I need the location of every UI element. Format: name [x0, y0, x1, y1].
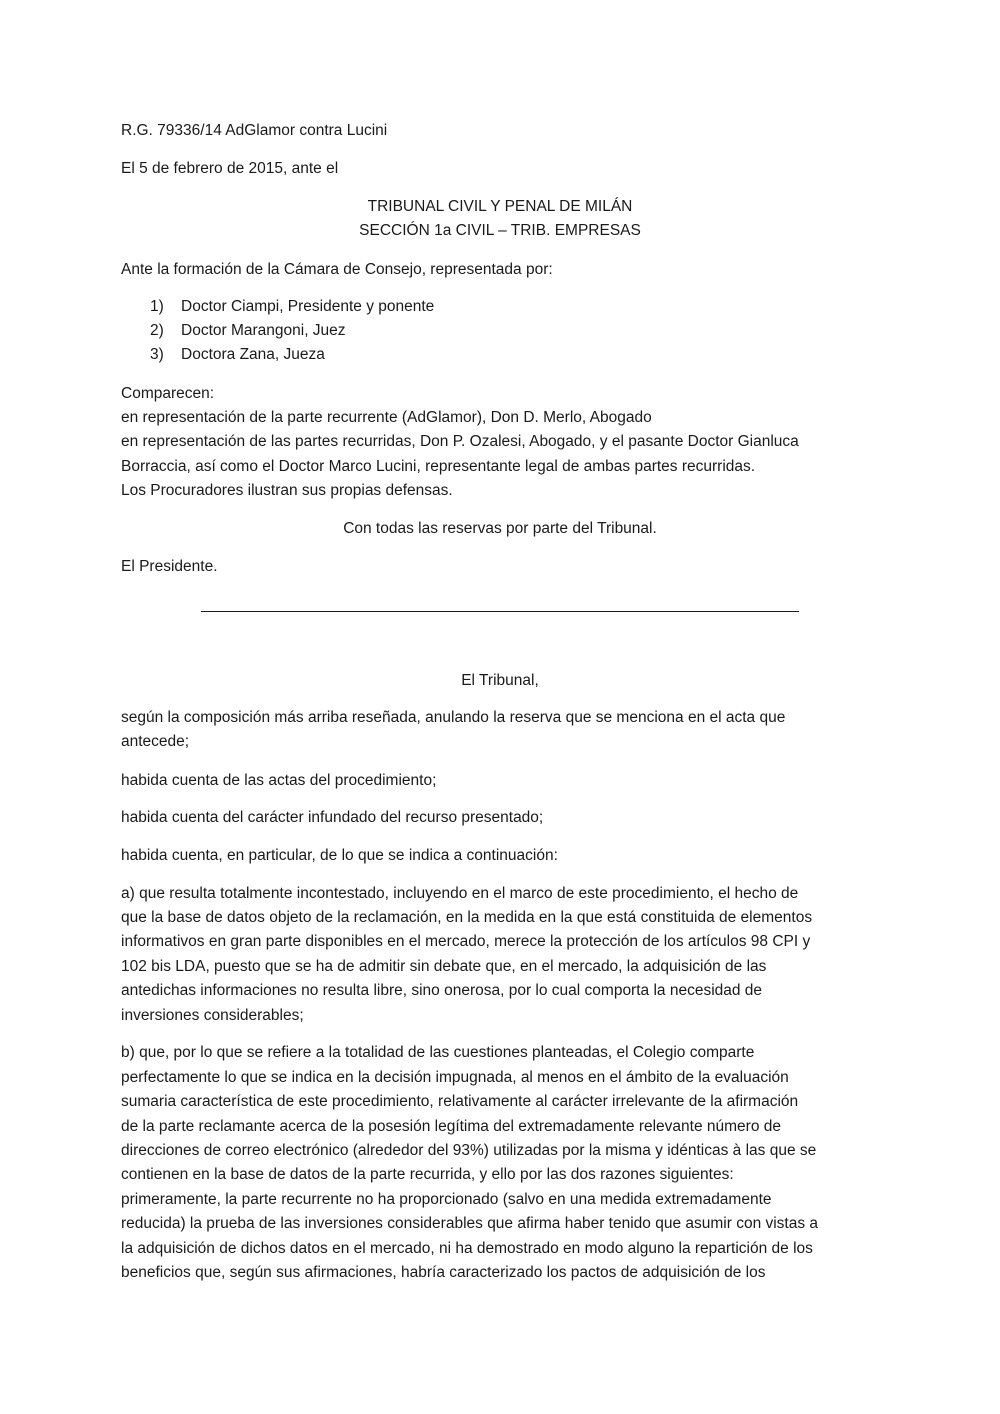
body-line: b) que, por lo que se refiere a la totalidad de las cuestiones planteadas, el Colegio comparte [121, 1044, 755, 1061]
body-line: beneficios que, según sus afirmaciones, habría caracterizado los pactos de adquisición de los [121, 1264, 766, 1281]
list-item: Doctora Zana, Jueza [181, 346, 325, 363]
body-line: primeramente, la parte recurrente no ha proporcionado (salvo en una medida extremadamente [121, 1191, 772, 1208]
chamber-intro: Ante la formación de la Cámara de Consejo, representada por: [121, 261, 553, 278]
court-section: SECCIÓN 1a CIVIL – TRIB. EMPRESAS [359, 222, 641, 239]
reserve-line: Con todas las reservas por parte del Tribunal. [343, 520, 657, 537]
court-name: TRIBUNAL CIVIL Y PENAL DE MILÁN [367, 198, 633, 215]
separator-line [201, 611, 799, 612]
date-line: El 5 de febrero de 2015, ante el [121, 160, 339, 177]
body-line: antedichas informaciones no resulta libre, sino onerosa, por lo cual comporta la necesidad de [121, 982, 763, 999]
appearance-line: Borraccia, así como el Doctor Marco Lucini, representante legal de ambas partes recurridas. [121, 458, 756, 475]
body-line: que la base de datos objeto de la reclamación, en la medida en la que está constituida de elementos [121, 909, 813, 926]
appearance-line: en representación de la parte recurrente (AdGlamor), Don D. Merlo, Abogado [121, 409, 652, 426]
body-line: de la parte reclamante acerca de la posesión legítima del extremadamente relevante número de [121, 1118, 781, 1135]
body-line: según la composición más arriba reseñada, anulando la reserva que se menciona en el acta que [121, 709, 786, 726]
body-line: direcciones de correo electrónico (alrededor del 93%) utilizadas por la misma y idénticas à las que se [121, 1142, 817, 1159]
body-line: habida cuenta del carácter infundado del recurso presentado; [121, 809, 544, 826]
list-item-number: 1) [150, 298, 164, 315]
body-line: la adquisición de dichos datos en el mercado, ni ha demostrado en modo alguno la repartición de los [121, 1240, 813, 1257]
list-item: Doctor Marangoni, Juez [181, 322, 346, 339]
body-line: a) que resulta totalmente incontestado, incluyendo en el marco de este procedimiento, el hecho de [121, 885, 799, 902]
body-line: reducida) la prueba de las inversiones considerables que afirma haber tenido que asumir con vistas a [121, 1215, 819, 1232]
body-line: habida cuenta de las actas del procedimiento; [121, 772, 437, 789]
list-item: Doctor Ciampi, Presidente y ponente [181, 298, 435, 315]
body-line: perfectamente lo que se indica en la decisión impugnada, al menos en el ámbito de la evaluación [121, 1069, 789, 1086]
body-line: habida cuenta, en particular, de lo que se indica a continuación: [121, 847, 558, 864]
president-line: El Presidente. [121, 558, 218, 575]
case-reference: R.G. 79336/14 AdGlamor contra Lucini [121, 122, 388, 139]
appearances-heading: Comparecen: [121, 385, 215, 402]
appearance-line: Los Procuradores ilustran sus propias defensas. [121, 482, 453, 499]
body-line: inversiones considerables; [121, 1007, 304, 1024]
body-line: 102 bis LDA, puesto que se ha de admitir sin debate que, en el mercado, la adquisición de las [121, 958, 767, 975]
list-item-number: 3) [150, 346, 164, 363]
tribunal-heading: El Tribunal, [461, 672, 539, 689]
body-line: sumaria característica de este procedimiento, relativamente al carácter irrelevante de la afirmación [121, 1093, 799, 1110]
body-line: contienen en la base de datos de la parte recurrida, y ello por las dos razones siguientes: [121, 1166, 734, 1183]
body-line: informativos en gran parte disponibles en el mercado, merece la protección de los artículos 98 CPI y [121, 933, 811, 950]
appearance-line: en representación de las partes recurridas, Don P. Ozalesi, Abogado, y el pasante Doctor Gianluca [121, 433, 799, 450]
list-item-number: 2) [150, 322, 164, 339]
body-line: antecede; [121, 733, 190, 750]
